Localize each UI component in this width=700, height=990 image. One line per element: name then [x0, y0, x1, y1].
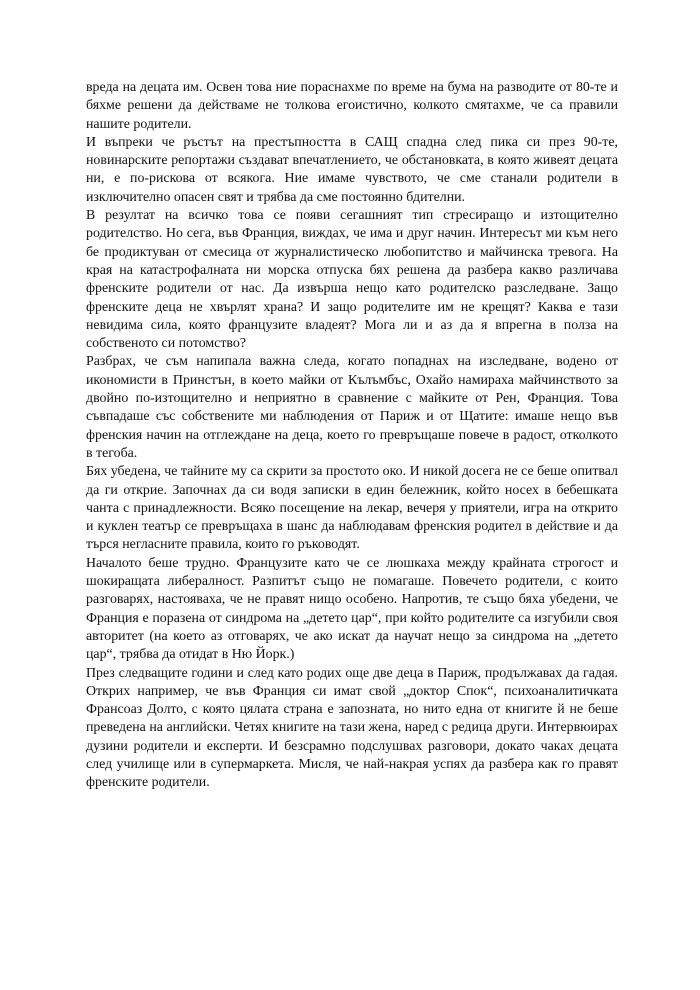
- paragraph: Началото беше трудно. Французите като че се люшкаха между крайната строгост и шокиращата либералност. Разпитът също не помагаше. Повечето родители, с които разговарях, настояваха, че не правят нищо особено. Напротив, те също бяха убедени, че Франция е поразена от синдрома на „детето цар“, при който родителите са изгубили своя авторитет (на което аз отговарях, че ако искат да научат нещо за синдрома на „детето цар“, трябва да отидат в Ню Йорк.): [86, 555, 618, 663]
- paragraph: вреда на децата им. Освен това ние пораснахме по време на бума на разводите от 80-те и бяхме решени да действаме не толкова егоистично, колкото смятахме, че са правили нашите родители.: [86, 80, 618, 132]
- paragraph: През следващите години и след като родих още две деца в Париж, продължавах да гадая. Открих например, че във Франция си имат свой „доктор Спок“, психоаналитичката Франсоаз Долто, с която цялата страна е запозната, но нито една от книгите й не беше преведена на английски. Четях книгите на тази жена, наред с редица други. Интервюирах дузини родители и експерти. И безсрамно подслушвах разговори, докато чаках децата след училище или в супермаркета. Мисля, че най-накрая успях да разбера как го правят френските родители.: [86, 665, 618, 791]
- paragraph: В резултат на всичко това се появи сегашният тип стресиращо и изтощително родителство. Но сега, във Франция, виждах, че има и друг начин. Интересът ми към него бе продиктуван от смесица от журналистическо любопитство и майчинска тревога. На края на катастрофалната ни морска отпуска бях решена да разбера какво различава френските родители от нас. Да извърша нещо като родителско разследване. Защо френските деца не хвърлят храна? И защо родителите им не крещят? Каква е тази невидима сила, която французите владеят? Мога ли и аз да я впрегна в полза на собственото си потомство?: [86, 208, 618, 352]
- paragraph: И въпреки че ръстът на престъпността в САЩ спадна след пика си през 90-те, новинарските репортажи създават впечатлението, че обстановката, в която живеят децата ни, е по-рискова от всякога. Ние имаме чувството, че сме станали родители в изключително опасен свят и трябва да сме постоянно бдителни.: [86, 134, 618, 205]
- paragraph: Разбрах, че съм напипала важна следа, когато попаднах на изследване, водено от икономисти в Принстън, в което майки от Кълъмбъс, Охайо намираха майчинството за двойно по-изтощително и неприятно в сравнение с майките от Рен, Франция. Това съвпадаше със собствените ми наблюдения от Париж и от Щатите: имаше нещо във френския начин на отглеждане на деца, което го превръщаше повече в радост, отколкото в тегоба.: [86, 354, 618, 461]
- paragraph: Бях убедена, че тайните му са скрити за простото око. И никой досега не се беше опитвал да ги открие. Започнах да си водя записки в един бележник, който носех в бебешката чанта с принадлежности. Всяко посещение на лекар, вечеря у приятели, игра на открито и куклен театър се превръщаха в шанс да наблюдавам френския родител в действие и да търся негласните правила, които го ръководят.: [86, 464, 618, 553]
- body-text: [86, 79, 618, 793]
